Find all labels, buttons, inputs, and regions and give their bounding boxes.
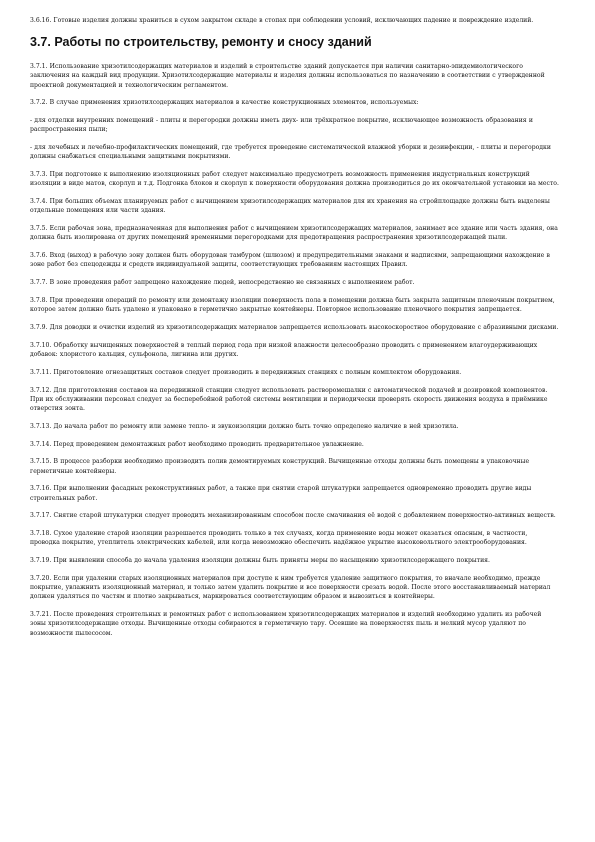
paragraph-3-7-2-item-1: - для отделки внутренних помещений - плиты и перегородки должны иметь двух- или трёхкратное покрытие, исключающее возможность образования и распространения пыли; — [30, 117, 533, 134]
paragraph-3-7-18: 3.7.18. Сухое удаление старой изоляции разрешается проводить только в тех случаях, когда применение воды может оказаться опасным, в частности, проводка покрытие, утеплитель электрических кабелей, или когда невозможно обеспечить надёжное укрытие высоковольтного электрооборудования. — [30, 530, 528, 547]
paragraph-3-7-4: 3.7.4. При больших объемах планируемых работ с вычищением хризотилсодержащих материалов для их хранения на стройплощадке должны быть выделены отдельные помещения или части здания. — [30, 198, 550, 215]
paragraph-3-7-10: 3.7.10. Обработку вычищенных поверхностей в теплый период года при низкой влажности целесообразно проводить с применением влагоудерживающих добавок: хлористого кальция, сульфонола, лигнина или других. — [30, 341, 538, 358]
paragraph-3-7-8: 3.7.8. При проведении операций по ремонту или демонтажу изоляции поверхность пола в помещении должна быть закрыта защитным пленочным покрытием, которое затем должно быть удалено и упаковано в герметично закрытые контейнеры. Повторное использование пленочного покрытия запрещается. — [30, 297, 555, 314]
paragraph-3-7-7: 3.7.7. В зоне проведения работ запрещено нахождение людей, непосредственно не связанных с выполнением работ. — [30, 279, 415, 287]
paragraph-3-7-11: 3.7.11. Приготовление огнезащитных составов следует производить в передвижных станциях с полным комплектом оборудования. — [30, 368, 462, 376]
paragraph-3-7-16: 3.7.16. При выполнении фасадных реконструктивных работ, а также при снятии старой штукатурки запрещается одновременно проводить другие виды строительных работ. — [30, 485, 532, 502]
paragraph-3-7-12: 3.7.12. Для приготовления составов на передвижной станции следует использовать растворомешалки с автоматической подачей и дозировкой компонентов. При их обслуживании персонал следует за бесперебойной работой системы вентиляции и периодически проверять скорость движения воздуха в приёмнике отверстия зонта. — [30, 386, 548, 412]
paragraph-3-7-6: 3.7.6. Вход (выход) в рабочую зону должен быть оборудован тамбуром (шлюзом) и предупредительными знаками и надписями, запрещающими нахождение в зоне работ без спецодежды и средств индивидуальной защиты, соответствующих требованиям настоящих Правил. — [30, 252, 550, 269]
paragraph-3-7-9: 3.7.9. Для доводки и очистки изделий из хризотилсодержащих материалов запрещается использовать высокоскоростное оборудование с абразивными дисками. — [30, 324, 559, 331]
intro-paragraph: 3.6.16. Готовые изделия должны храниться в сухом закрытом складе в стопах при соблюдении условий, исключающих падение и повреждение изделий. — [30, 17, 534, 24]
paragraph-3-7-1: 3.7.1. Использование хризотилсодержащих материалов и изделий в строительстве зданий допускается при наличии санитарно-эпидемиологического заключения на каждый вид продукции. Хризотилсодержащие материалы и изделия должны использоваться по назначению в соответствии с утвержденной проектной документацией и технологическим регламентом. — [30, 63, 545, 89]
section-heading: 3.7. Работы по строительству, ремонту и сносу зданий — [30, 35, 372, 50]
paragraph-3-7-20: 3.7.20. Если при удалении старых изоляционных материалов при доступе к ним требуется удаление защитного покрытия, то вначале необходимо, прежде покрытие, увлажнить изоляционный материал, и только затем удалить покрытие и все поверхности срезать водой. После этого восстанавливаемый материал должен удаляться по частям и плотно закрываться, маркироваться соответствующим образом и вывозиться в контейнеры. — [30, 574, 551, 601]
paragraph-3-7-17: 3.7.17. Снятие старой штукатурки следует проводить механизированным способом после смачивания её водой с добавлением поверхностно-активных веществ. — [30, 512, 556, 520]
paragraph-3-7-19: 3.7.19. При выявлении способа до начала удаления изоляции должны быть приняты меры по насыщению хризотилсодержащего покрытия. — [30, 557, 490, 565]
paragraph-3-7-13: 3.7.13. До начала работ по ремонту или замене тепло- и звукоизоляции должно быть точно определено наличие в ней хризотила. — [30, 422, 459, 430]
paragraph-3-7-15: 3.7.15. В процессе разборки необходимо производить полив демонтируемых конструкций. Вычищенные отходы должны быть помещены в упаковочные герметичные контейнеры. — [30, 458, 530, 475]
paragraph-3-7-14: 3.7.14. Перед проведением демонтажных работ необходимо проводить предварительное увлажнение. — [30, 440, 364, 448]
paragraph-3-7-21: 3.7.21. После проведения строительных и ремонтных работ с использованием хризотилсодержащих материалов и изделий необходимо удалить из рабочей зоны хризотилсодержащие отходы. Вычищенные отходы собираются в герметичную тару. Осевшие на поверхностях пыль и мелкий мусор удаляют по возможности пылесосом. — [30, 611, 542, 637]
paragraph-3-7-2: 3.7.2. В случае применения хризотилсодержащих материалов в качестве конструкционных элементов, используемых: — [30, 99, 419, 107]
paragraph-3-7-3: 3.7.3. При подготовке к выполнению изоляционных работ следует максимально предусмотреть возможность применения индустриальных конструкций изоляции в виде матов, скорлуп и т.д. Подгонка блоков и скорлуп к поверхности оборудования должна производиться до их окончательной установки на место. — [30, 171, 559, 188]
paragraph-3-7-5: 3.7.5. Если рабочая зона, предназначенная для выполнения работ с вычищением хризотилсодержащих материалов, занимает все здание или часть здания, она должна быть изолирована от других помещений временными перегородками для предотвращения распространения хризотилсодержащей пыли. — [30, 225, 558, 242]
paragraph-3-7-2-item-2: - для лечебных и лечебно-профилактических помещений, где требуется проведение систематической влажной уборки и дезинфекции, - плиты и перегородки должны снабжаться специальными защитными покрытиями. — [30, 144, 551, 161]
